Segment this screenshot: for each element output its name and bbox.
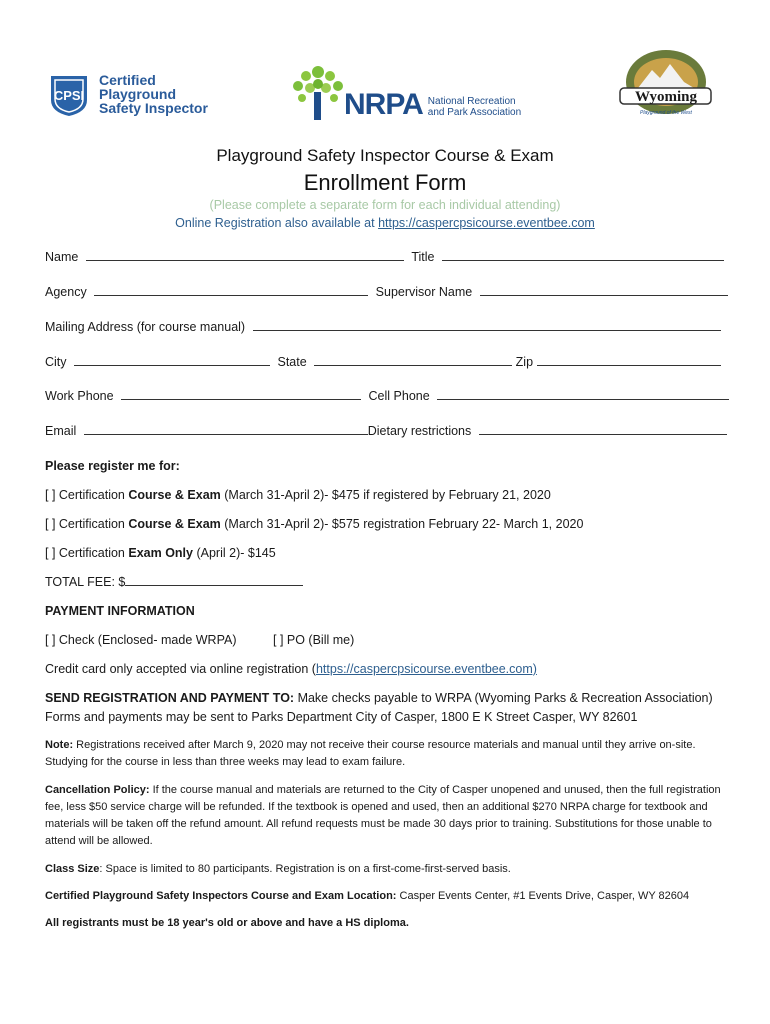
class-bold: Class Size [45,863,100,875]
mailing-label: Mailing Address (for course manual) [45,320,246,334]
option-1[interactable] [45,488,551,502]
wyoming-logo [618,48,713,120]
phone-row [45,389,729,403]
cpsi-badge-icon [45,70,93,118]
po-option[interactable]: [ ] PO (Bill me) [273,633,355,647]
option-3-post: (April 2)- $145 [193,546,276,560]
supervisor-label: Supervisor Name [375,285,473,299]
option-2-post: (March 31-April 2)- $575 registration February 22- March 1, 2020 [220,517,584,531]
city-field[interactable] [74,355,270,366]
register-heading: Please register me for: [45,459,180,473]
mailing-field[interactable] [253,320,721,331]
payment-heading: PAYMENT INFORMATION [45,604,195,618]
individual-note: (Please complete a separate form for each individual attending) [209,198,561,212]
option-1-pre: [ ] Certification [45,488,129,502]
cpsi-line2: Playground [99,86,177,102]
agency-row [45,285,728,299]
nrpa-letters: NRPA [344,88,423,121]
credit-row [45,662,537,676]
class-size-row [45,861,735,878]
nrpa-logo [288,62,521,122]
online-link[interactable]: https://caspercpsicourse.eventbee.com [378,216,595,230]
nrpa-sub2: and Park Association [427,107,522,118]
wy-name: Wyoming [635,89,697,105]
online-registration [0,216,770,230]
zip-label: Zip [515,355,534,369]
title-label: Title [411,250,435,264]
cancellation-paragraph [45,782,735,850]
option-2-bold: Course & Exam [128,517,221,531]
wy-tagline: Playground of the West [640,110,692,116]
email-row [45,424,727,438]
name-row [45,250,724,264]
agency-field[interactable] [94,285,368,296]
cpsi-logo [45,70,208,118]
email-label: Email [45,424,77,438]
zip-field[interactable] [537,355,721,366]
cpsi-badge-text: CPSI [53,88,85,103]
option-2-pre: [ ] Certification [45,517,129,531]
online-prefix: Online Registration also available at [175,216,379,230]
total-fee-row [45,575,303,589]
cpsi-line3: Safety Inspector [99,100,208,116]
location-text: Casper Events Center, #1 Events Drive, Casper, WY 82604 [396,890,690,902]
total-fee-field[interactable] [125,575,303,586]
dietary-label: Dietary restrictions [367,424,472,438]
city-label: City [45,355,67,369]
name-label: Name [45,250,79,264]
check-option[interactable]: [ ] Check (Enclosed- made WRPA) [45,633,237,647]
title-field[interactable] [442,250,724,261]
send-bold: SEND REGISTRATION AND PAYMENT TO: [45,691,295,705]
name-field[interactable] [86,250,404,261]
nrpa-sub1: National Recreation [427,96,516,107]
state-field[interactable] [314,355,512,366]
cell-phone-label: Cell Phone [368,389,430,403]
note-bold: Note: [45,739,74,751]
send-line2: Forms and payments may be sent to Parks Department City of Casper, 1800 E K Street Casper, WY 82601 [45,710,638,724]
option-1-bold: Course & Exam [128,488,221,502]
supervisor-field[interactable] [480,285,728,296]
work-phone-label: Work Phone [45,389,114,403]
cancel-bold: Cancellation Policy: [45,784,150,796]
state-label: State [277,355,307,369]
send-row [45,691,713,705]
option-3-pre: [ ] Certification [45,546,129,560]
agency-label: Agency [45,285,87,299]
send-text: Make checks payable to WRPA (Wyoming Parks & Recreation Association) [294,691,713,705]
work-phone-field[interactable] [121,389,361,400]
age-requirement: All registrants must be 18 year's old or above and have a HS diploma. [45,917,409,929]
cancel-text: If the course manual and materials are returned to the City of Casper unopened and unused, then the full registration fee, less $50 service charge will be refunded. If the textbook is opened and used, then an additional $270 NRPA charge for textbook and materials will be taken off the refund amount. All refund requests must be made 30 days prior to training. Substitutions for those unable to attend will be allowed. [45,784,721,847]
email-field[interactable] [84,424,368,435]
option-3[interactable] [45,546,276,560]
option-3-bold: Exam Only [128,546,193,560]
cpsi-line1: Certified [99,72,156,88]
dietary-field[interactable] [479,424,727,435]
note-paragraph [45,737,735,771]
cell-phone-field[interactable] [437,389,729,400]
option-1-post: (March 31-April 2)- $475 if registered by February 21, 2020 [220,488,551,502]
title-line2: Enrollment Form [303,170,467,195]
option-2[interactable] [45,517,583,531]
location-row [45,888,735,905]
city-row [45,355,721,369]
location-bold: Certified Playground Safety Inspectors Course and Exam Location: [45,890,397,902]
credit-prefix: Credit card only accepted via online registration ( [45,662,316,676]
note-text: Registrations received after March 9, 2020 may not receive their course resource materials and manual until they arrive on-site. Studying for the course in less than three weeks may lead to exam failure. [45,739,696,768]
title-line1: Playground Safety Inspector Course & Exam [216,146,554,165]
mailing-row [45,320,721,334]
logo-row [0,48,770,128]
credit-link[interactable]: https://caspercpsicourse.eventbee.com) [315,662,537,676]
class-text: : Space is limited to 80 participants. Registration is on a first-come-first-served basis. [99,863,511,875]
total-fee-label: TOTAL FEE: $ [45,575,126,589]
tree-icon [288,62,350,122]
